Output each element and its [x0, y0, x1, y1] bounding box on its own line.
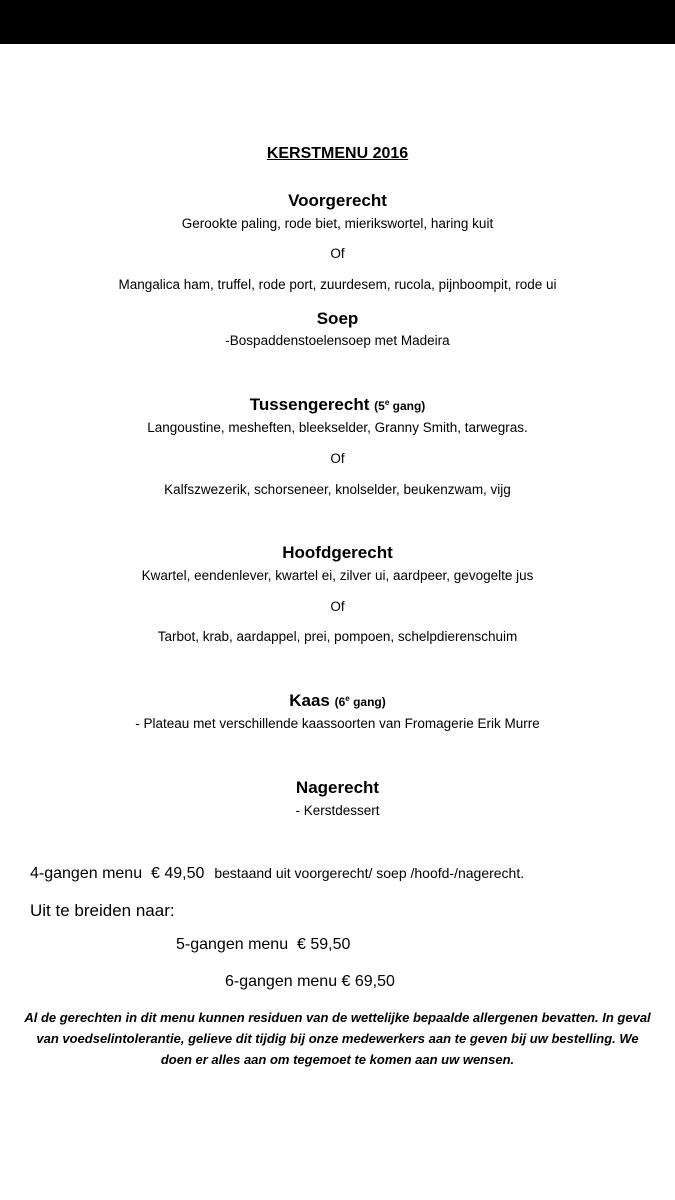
tussengerecht-option-1: Langoustine, mesheften, bleekselder, Granny Smith, tarwegras.	[147, 420, 528, 435]
nagerecht-item: - Kerstdessert	[295, 803, 380, 818]
heading-soep: Soep	[316, 309, 359, 328]
voorgerecht-option-2: Mangalica ham, truffel, rode port, zuurdesem, rucola, pijnboompit, rode ui	[118, 277, 557, 292]
soep-item: -Bospaddenstoelensoep met Madeira	[225, 333, 450, 348]
heading-nagerecht: Nagerecht	[295, 778, 380, 797]
heading-hoofdgerecht: Hoofdgerecht	[282, 543, 393, 562]
allergen-note: Al de gerechten in dit menu kunnen residuen van de wettelijke bepaalde allergenen bevatten. In geval van voedselintolerantie, gelieve dit tijdig bij onze medewerkers aan te geven bij uw bestelling. We doen er alles aan om tegemoet te komen aan uw wensen.	[24, 1010, 651, 1067]
price-six-course: 6-gangen menu € 69,50	[225, 973, 395, 990]
price-four-course-label: 4-gangen menu € 49,50	[30, 865, 205, 882]
price-four-course-desc: bestaand uit voorgerecht/ soep /hoofd-/nagerecht.	[214, 865, 525, 881]
kaas-item: - Plateau met verschillende kaassoorten van Fromagerie Erik Murre	[135, 716, 540, 731]
hoofdgerecht-or: Of	[330, 599, 345, 614]
extend-label: Uit te breiden naar:	[30, 901, 175, 920]
price-four-course	[30, 865, 524, 883]
tussengerecht-label: Tussengerecht	[249, 395, 370, 414]
menu-title: KERSTMENU 2016	[266, 145, 409, 162]
heading-tussengerecht	[0, 395, 675, 415]
hoofdgerecht-option-1: Kwartel, eendenlever, kwartel ei, zilver ui, aardpeer, gevogelte jus	[141, 568, 534, 583]
heading-kaas	[0, 691, 675, 711]
hoofdgerecht-option-2: Tarbot, krab, aardappel, prei, pompoen, schelpdierenschuim	[157, 629, 518, 644]
voorgerecht-option-1: Gerookte paling, rode biet, mierikswortel, haring kuit	[181, 216, 494, 231]
kaas-label: Kaas	[289, 691, 330, 710]
voorgerecht-or: Of	[330, 246, 345, 261]
kaas-course-note: (6e gang)	[334, 694, 386, 709]
tussengerecht-course-note: (5e gang)	[374, 398, 426, 413]
top-status-bar	[0, 0, 675, 44]
tussengerecht-option-2: Kalfszwezerik, schorseneer, knolselder, beukenzwam, vijg	[164, 482, 511, 497]
price-five-course: 5-gangen menu € 59,50	[176, 936, 351, 953]
heading-voorgerecht: Voorgerecht	[288, 191, 387, 210]
tussengerecht-or: Of	[330, 451, 345, 466]
